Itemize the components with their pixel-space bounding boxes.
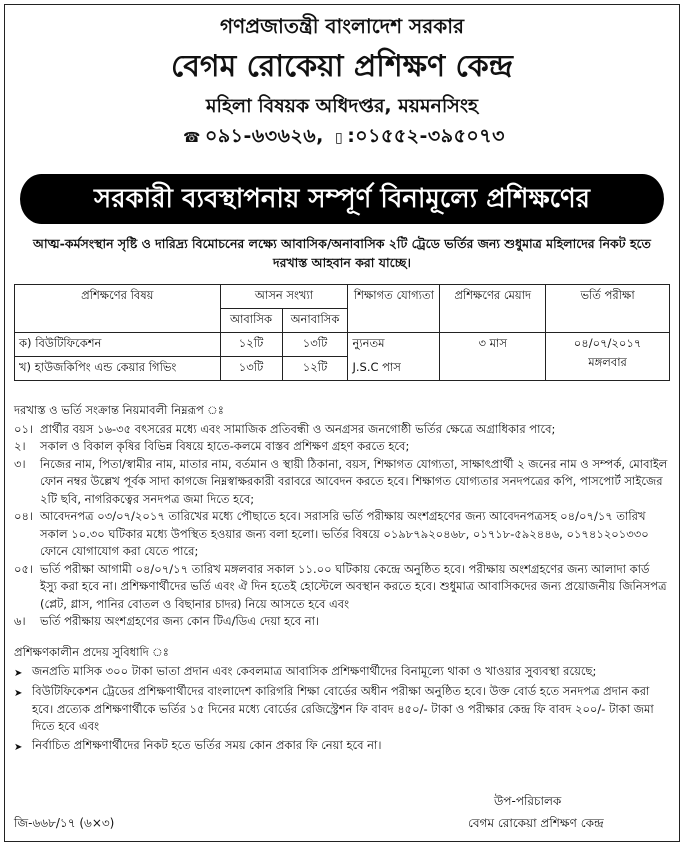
intro-text: আত্ম-কর্মসংস্থান সৃষ্টি ও দারিদ্র্য বিমোচনের লক্ষ্যে আবাসিক/অনাবাসিক ২টি ট্রেডে ভর্তির জন্য শুধুমাত্র মহিলাদের নিকট হতে দরখাস্ত আহবান করা যাচ্ছে। [33, 236, 651, 270]
row-residential: ১২টি [220, 333, 282, 357]
rule-text: ভর্তি পরীক্ষায় অংশগ্রহণের জন্য কোন টিএ/ডিএ দেয়া হবে না। [40, 614, 320, 628]
row-residential: ১৩টি [220, 357, 282, 381]
th-subject: প্রশিক্ষণের বিষয় [15, 285, 221, 333]
department-line: মহিলা বিষয়ক অধিদপ্তর, ময়মনসিংহ [205, 95, 479, 117]
rule-number: ০১। [14, 421, 34, 436]
exam-date: ০৪/০৭/২০১৭ [573, 336, 642, 350]
list-item [14, 508, 670, 561]
rule-number: ০৫। [14, 561, 34, 576]
row-education-jsc: J.S.C পাস [348, 357, 440, 381]
th-nonresidential: অনাবাসিক [282, 309, 348, 333]
rule-number: ০৪। [14, 509, 34, 523]
contact-line [0, 122, 684, 154]
list-item [14, 421, 670, 439]
facility-text: নির্বাচিত প্রশিক্ষণার্থীদের নিকট হতে ভর্তির সময় কোন প্রকার ফি নেয়া হবে না। [32, 737, 382, 752]
phone-icon: ☎ [183, 130, 201, 146]
facilities-section [14, 644, 670, 756]
rule-number: ৩। [14, 456, 26, 471]
government-title: গণপ্রজাতন্ত্রী বাংলাদেশ সরকার [220, 14, 464, 38]
th-education: শিক্ষাগত যোগ্যতা [348, 285, 440, 333]
course-table [14, 284, 670, 381]
row-duration: ৩ মাস [440, 333, 546, 381]
rule-number: ২। [14, 439, 26, 453]
th-exam: ভর্তি পরীক্ষা [546, 285, 670, 333]
row-subject: খ) হাউজকিপিং এন্ড কেয়ার গিভিং [15, 357, 221, 381]
row-exam [546, 333, 670, 381]
list-item [14, 663, 670, 683]
arrow-icon: ➤ [14, 688, 23, 699]
table-row [15, 333, 670, 357]
phone-number: ০৯১-৬৩৬২৬, [204, 125, 324, 147]
rules-heading: দরখাস্ত ও ভর্তি সংক্রান্ত নিয়মাবলী নিম্নরূপ ঃ [14, 403, 224, 417]
mobile-icon: ▯ [334, 130, 344, 146]
signatory-title: উপ-পরিচালক [494, 794, 562, 808]
exam-day: মঙ্গলবার [588, 355, 627, 369]
reference-number: জি-৬৬৮/১৭ (৬×৩) [14, 816, 115, 830]
rule-text: নিজের নাম, পিতা/স্বামীর নাম, মাতার নাম, বর্তমান ও স্থায়ী ঠিকানা, বয়স, শিক্ষাগত যোগ্যতা, সাক্ষাৎপ্রার্থী ২ জনের নাম ও সম্পর্ক, মোবাইল ফোন নম্বর উল্লেখ পূর্বক সাদা কাগজে নিম্নস্বাক্ষরকারী বরাবরে আবেদন করতে হবে। শিক্ষাগত যোগ্যতার সনদপত্রের কপি, পাসপোর্ট সাইজের ২টি ছবি, নাগরিকত্বের সনদপত্র জমা দিতে হবে; [40, 456, 668, 506]
facility-text: বিউটিফিকেশন ট্রেডের প্রশিক্ষণার্থীদের বাংলাদেশ কারিগরি শিক্ষা বোর্ডের অধীন পরীক্ষা অনুষ্ঠিত হবে। উক্ত বোর্ড হতে সনদপত্র প্রদান করা হবে। প্রত্যেক প্রশিক্ষণার্থীকে ভর্তির ১৫ দিনের মধ্যে বোর্ডের রেজিস্ট্রেশন ফি বাবদ ৪৫০/- টাকা ও পরীক্ষার কেন্দ্র ফি বাবদ ২০০/- টাকা জমা দিতে হবে এবং [32, 684, 654, 733]
row-subject: ক) বিউটিফিকেশন [15, 333, 221, 357]
rules-section [14, 402, 670, 631]
th-duration: প্রশিক্ষণের মেয়াদ [440, 285, 546, 333]
row-education: ন্যুনতম [348, 333, 440, 357]
rule-text: আবেদনপত্র ০৩/০৭/২০১৭ তারিখের মধ্যে পৌছাতে হবে। সরাসরি ভর্তি পরীক্ষায় অংশগ্রহণের জন্য আবেদনপত্রসহ ০৪/০৭/১৭ তারিখ সকাল ১০.৩০ ঘটিকার মধ্যে উপস্থিত হওয়ার জন্য বলা হলো। ভর্তির বিষয়ে ০১৯৮৭৯২০৪৬৮, ০১৭১৮-৫৯২৪৪৬, ০১৭৪১২০১৩৩০ ফোনে যোগাযোগ করা যেতে পারে; [40, 509, 649, 558]
rule-text: প্রার্থীর বয়স ১৬-৩৫ বৎসরের মধ্যে এবং সামাজিক প্রতিবন্ধী ও অনগ্রসর জনগোষ্ঠী ভর্তির ক্ষেত্রে অগ্রাধিকার পাবে; [40, 421, 556, 436]
table-header-row [15, 285, 670, 309]
mobile-number: :০১৫৫২-৩৯৫০৭৩ [347, 125, 505, 147]
headline-banner: সরকারী ব্যবস্থাপনায় সম্পূর্ণ বিনামূল্যে প্রশিক্ষণের [20, 174, 664, 224]
arrow-icon: ➤ [14, 741, 23, 753]
list-item [14, 737, 670, 757]
signatory-organization: বেগম রোকেয়া প্রশিক্ষণ কেন্দ্র [468, 816, 604, 830]
rule-number: ৬। [14, 614, 26, 628]
row-nonresidential: ১৩টি [282, 333, 348, 357]
list-item [14, 683, 670, 736]
row-nonresidential: ১২টি [282, 357, 348, 381]
rule-text: ভর্তি পরীক্ষা আগামী ০৪/০৭/১৭ তারিখ মঙ্গলবার সকাল ১১.০০ ঘটিকায় কেন্দ্রে অনুষ্ঠিত হবে। পরীক্ষায় অংশগ্রহণের জন্য আলাদা কার্ড ইস্যু করা হবে না। প্রশিক্ষণার্থীদের ভর্তি এবং ঐ দিন হতেই হোস্টেলে অবস্থান করতে হবে। শুধুমাত্র আবাসিকদের জন্য প্রয়োজনীয় জিনিসপত্র (প্লেট, গ্লাস, পানির বোতল ও বিছানার চাদর) নিয়ে আসতে হবে এবং [40, 561, 667, 611]
th-seats: আসন সংখ্যা [220, 285, 348, 309]
list-item [14, 613, 670, 631]
rule-text: সকাল ও বিকাল কৃষির বিভিন্ন বিষয়ে হাতে-কলমে বাস্তব প্রশিক্ষণ গ্রহণ করতে হবে; [40, 439, 410, 453]
list-item [14, 438, 670, 456]
list-item [14, 456, 670, 509]
organization-name: বেগম রোকেয়া প্রশিক্ষণ কেন্দ্র [171, 49, 513, 84]
arrow-icon: ➤ [14, 667, 23, 679]
list-item [14, 561, 670, 614]
facilities-heading: প্রশিক্ষণকালীন প্রদেয় সুবিধাদি ঃ [14, 645, 169, 659]
th-residential: আবাসিক [220, 309, 282, 333]
facility-text: জনপ্রতি মাসিক ৩০০ টাকা ভাতা প্রদান এবং কেবলমাত্র আবাসিক প্রশিক্ষণার্থীদের বিনামূল্যে থাকা ও খাওয়ার সুব্যবস্থা রয়েছে; [32, 663, 597, 678]
